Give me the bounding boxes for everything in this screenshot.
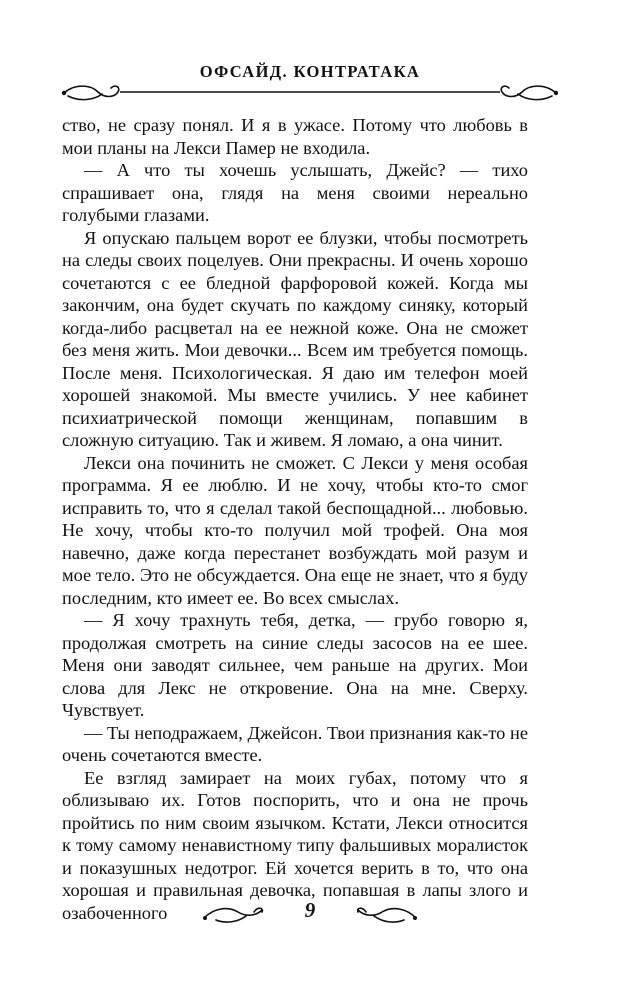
paragraph: Я опускаю пальцем ворот ее блузки, чтобы посмотреть на следы своих поцелуев. Они прекрасны. И очень хорошо сочетаются с ее бледной фарфоровой кожей. Когда мы закончим, она будет скучать по каждому синяку, который когда-либо расцветал на ее нежной коже. Она не сможет без меня жить. Мои девочки... Всем им требуется помощь. После меня. Психологическая. Я даю им телефон моей хорошей знакомой. Мы вместе учились. У нее кабинет психиатрической помощи женщинам, попавшим в сложную ситуацию. Так и живем. Я ломаю, а она чинит. (62, 227, 528, 450)
page-number: 9 (304, 898, 316, 922)
paragraph: Лекси она починить не сможет. С Лекси у меня особая программа. Я ее люблю. И не хочу, чтобы кто-то смог исправить то, что я сделал такой беспощадной... любовью. Не хочу, чтобы кто-то получил мой трофей. Она моя навечно, даже когда перестанет возбуждать мой разум и мое тело. Это не обсуждается. Она еще не знает, что я буду последним, кто имеет ее. Во всех смыслах. (62, 452, 528, 608)
paragraph: — Ты неподражаем, Джейсон. Твои признания как-то не очень сочетаются вместе. (62, 722, 528, 765)
footer-right-ornament-icon (354, 900, 418, 926)
page-footer (200, 896, 420, 930)
paragraph: — Я хочу трахнуть тебя, детка, — грубо говорю я, продолжая смотреть на синие следы засосов на ее шее. Меня они заводят сильнее, чем раньше на других. Мои слова для Лекс не откровение. Она на мне. Сверху. Чувствует. (62, 610, 528, 720)
running-header (60, 62, 560, 106)
paragraph: — А что ты хочешь услышать, Джейс? — тихо спрашивает она, глядя на меня своими нереально голубыми глазами. (62, 160, 528, 225)
running-header-title: ОФСАЙД. КОНТРАТАКА (199, 62, 421, 81)
body-text (62, 114, 528, 924)
header-ornament-icon (60, 78, 560, 106)
paragraph: Ее взгляд замирает на моих губах, потому что я облизываю их. Готов поспорить, что и она не прочь пройтись по ним своим язычком. Кстати, Лекси относится к тому самому ненавистному типу фальшивых моралисток и показушных недотрог. Ей хочется верить в то, что она хорошая и правильная девочка, попавшая в лапы злого и озабоченного (62, 767, 528, 923)
paragraph: ство, не сразу понял. И я в ужасе. Потому что любовь в мои планы на Лекси Памер не входила. (62, 115, 528, 158)
